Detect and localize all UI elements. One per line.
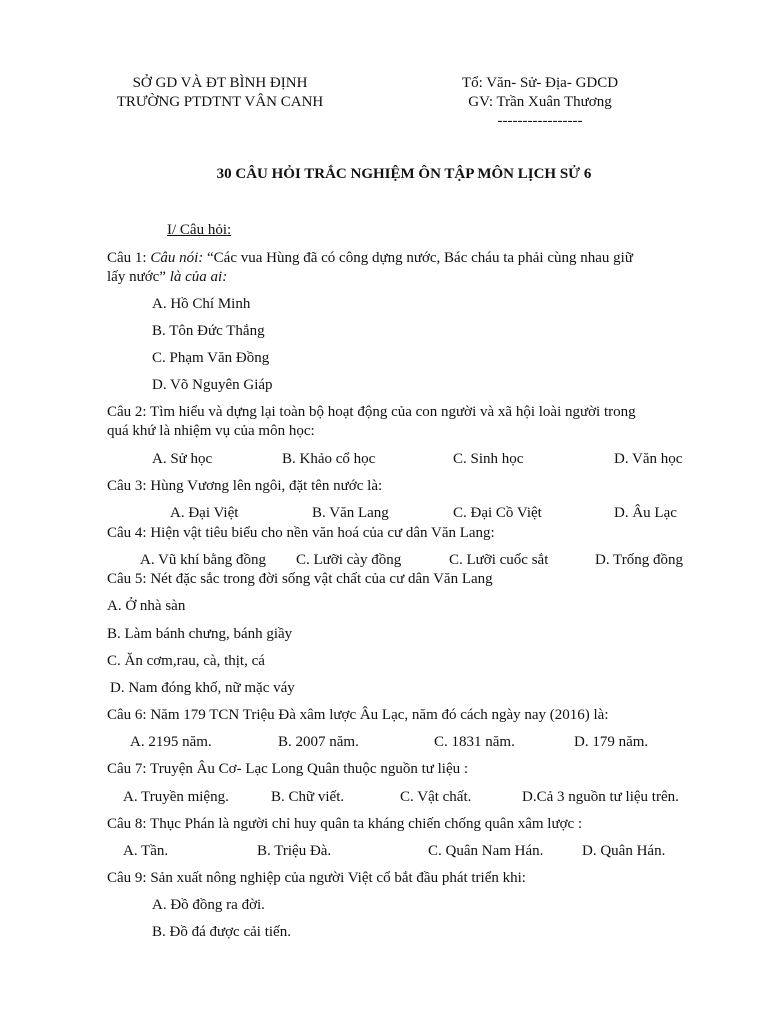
- question-4-option-b: C. Lưỡi cày đồng: [296, 552, 402, 568]
- question-9-option-b: B. Đồ đá được cải tiến.: [152, 924, 291, 940]
- question-3-option-b: B. Văn Lang: [312, 505, 389, 521]
- question-1-option-c: C. Phạm Văn Đồng: [152, 350, 270, 366]
- question-8-line-1: Câu 8: Thục Phán là người chỉ huy quân ta kháng chiến chống quân xâm lược :: [107, 816, 583, 832]
- question-2-option-c: C. Sinh học: [453, 451, 524, 467]
- question-5-option-d: D. Nam đóng khố, nữ mặc váy: [110, 680, 295, 696]
- question-3-line-1: Câu 3: Hùng Vương lên ngôi, đặt tên nước là:: [107, 478, 383, 494]
- question-5-line-1: Câu 5: Nét đặc sắc trong đời sống vật chất của cư dân Văn Lang: [107, 571, 493, 587]
- question-1-italic-a: Câu nói:: [150, 250, 204, 266]
- question-5-option-b: B. Làm bánh chưng, bánh giầy: [107, 626, 293, 642]
- header-school-dept: SỞ GD VÀ ĐT BÌNH ĐỊNH: [132, 75, 308, 91]
- question-6-option-c: C. 1831 năm.: [434, 734, 515, 750]
- question-8-option-c: C. Quân Nam Hán.: [428, 843, 544, 859]
- question-2-option-a: A. Sử học: [152, 451, 213, 467]
- question-7-option-c: C. Vật chất.: [400, 789, 472, 805]
- header-department: Tổ: Văn- Sử- Địa- GDCD: [461, 75, 619, 91]
- question-3-option-a: A. Đại Việt: [170, 505, 239, 521]
- question-5-option-c: C. Ăn cơm,rau, cà, thịt, cá: [107, 653, 265, 669]
- question-3-option-c: C. Đại Cồ Việt: [453, 505, 542, 521]
- question-1-option-a: A. Hồ Chí Minh: [152, 296, 251, 312]
- question-1-option-d: D. Võ Nguyên Giáp: [152, 377, 273, 393]
- section-heading: I/ Câu hỏi:: [167, 222, 232, 238]
- question-7-option-b: B. Chữ viết.: [271, 789, 345, 805]
- question-8-option-d: D. Quân Hán.: [582, 843, 666, 859]
- question-6-option-b: B. 2007 năm.: [278, 734, 359, 750]
- question-2-line-1: Câu 2: Tìm hiểu và dựng lại toàn bộ hoạt động của con người và xã hội loài người trong: [107, 404, 636, 420]
- question-1-text-b: lấy nước”: [107, 269, 170, 285]
- question-1-line-1: [107, 249, 633, 267]
- question-7-line-1: Câu 7: Truyện Âu Cơ- Lạc Long Quân thuộc nguồn tư liệu :: [107, 761, 469, 777]
- question-2-option-d: D. Văn học: [614, 451, 683, 467]
- question-2-line-2: quá khứ là nhiệm vụ của môn học:: [107, 423, 315, 439]
- question-7-option-a: A. Truyền miệng.: [123, 789, 229, 805]
- document-title: 30 CÂU HỎI TRẮC NGHIỆM ÔN TẬP MÔN LỊCH SỬ 6: [216, 166, 592, 182]
- question-1-italic-b: là của ai:: [169, 269, 228, 285]
- question-9-line-1: Câu 9: Sản xuất nông nghiệp của người Việt cổ bắt đầu phát triển khi:: [107, 870, 526, 886]
- question-2-option-b: B. Khảo cổ học: [282, 451, 376, 467]
- header-school-name: TRƯỜNG PTDTNT VÂN CANH: [116, 94, 324, 110]
- question-9-option-a: A. Đồ đồng ra đời.: [152, 897, 265, 913]
- question-7-option-d: D.Cả 3 nguồn tư liệu trên.: [522, 789, 679, 805]
- question-1-line-2: [107, 268, 227, 286]
- question-6-option-a: A. 2195 năm.: [130, 734, 212, 750]
- question-4-option-a: A. Vũ khí bằng đồng: [140, 552, 266, 568]
- question-1-label: Câu 1:: [107, 250, 151, 266]
- question-1-text-a: “Các vua Hùng đã có công dựng nước, Bác cháu ta phải cùng nhau giữ: [203, 250, 633, 266]
- question-8-option-b: B. Triệu Đà.: [257, 843, 332, 859]
- question-4-option-d: D. Trống đồng: [595, 552, 683, 568]
- question-6-line-1: Câu 6: Năm 179 TCN Triệu Đà xâm lược Âu Lạc, năm đó cách ngày nay (2016) là:: [107, 707, 609, 723]
- question-8-option-a: A. Tần.: [123, 843, 169, 859]
- question-1-option-b: B. Tôn Đức Thắng: [152, 323, 265, 339]
- question-5-option-a: A. Ở nhà sàn: [107, 598, 186, 614]
- question-3-option-d: D. Âu Lạc: [614, 505, 677, 521]
- question-6-option-d: D. 179 năm.: [574, 734, 649, 750]
- header-teacher: GV: Trần Xuân Thương: [468, 94, 612, 110]
- question-4-option-c: C. Lưỡi cuốc sắt: [449, 552, 549, 568]
- header-divider: -----------------: [497, 113, 583, 129]
- question-4-line-1: Câu 4: Hiện vật tiêu biểu cho nền văn hoá của cư dân Văn Lang:: [107, 525, 495, 541]
